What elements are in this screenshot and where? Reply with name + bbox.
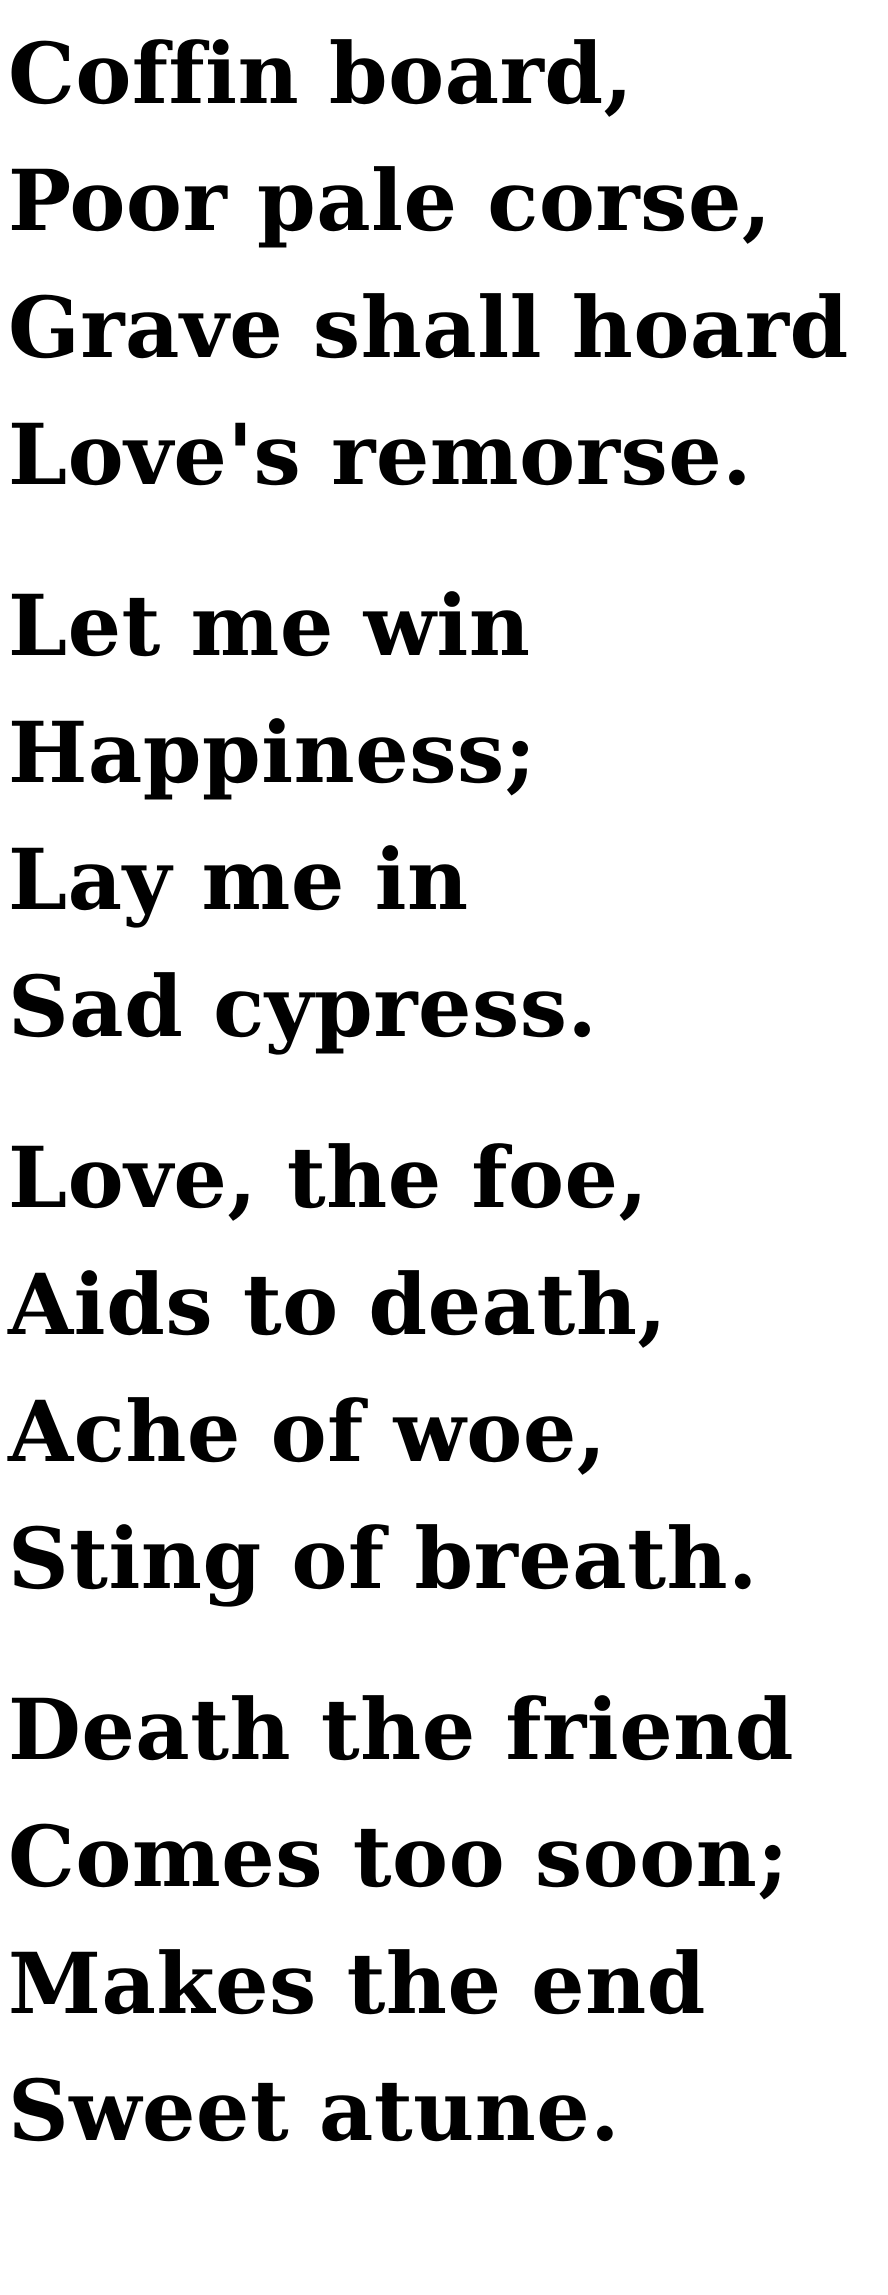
poem-line: Aids to death, (8, 1255, 668, 1354)
poem-line: Love, the foe, (8, 1128, 649, 1227)
poem-line: Love's remorse. (8, 405, 752, 504)
poem-line: Makes the end (8, 1934, 706, 2033)
poem-line: Death the friend (8, 1680, 794, 1779)
poem-line: Sting of breath. (8, 1509, 758, 1608)
poem-line: Comes too soon; (8, 1807, 789, 1906)
poem-stanza (8, 10, 888, 518)
poem-line: Sad cypress. (8, 957, 598, 1056)
poem-stanza (8, 1114, 888, 1622)
poem-line: Poor pale corse, (8, 151, 772, 250)
poem-stanza (8, 1666, 888, 2174)
poem-line: Happiness; (8, 703, 537, 802)
poem-line: Let me win (8, 576, 531, 675)
poem-line: Grave shall hoard (8, 278, 849, 377)
poem-line: Coffin board, (8, 24, 634, 123)
poem-line: Lay me in (8, 830, 469, 929)
poem-line: Ache of woe, (8, 1382, 607, 1481)
poem-stanza (8, 562, 888, 1070)
poem-line: Sweet atune. (8, 2061, 620, 2160)
